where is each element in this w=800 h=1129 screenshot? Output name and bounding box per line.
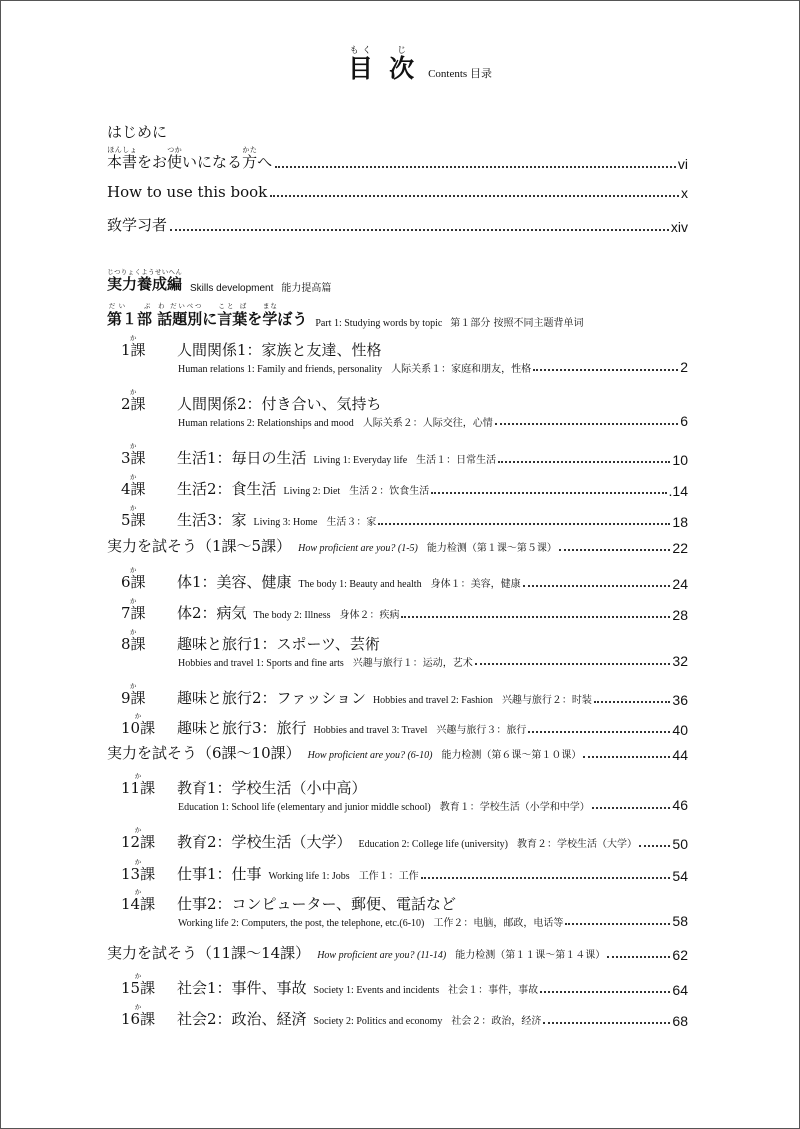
lesson-title-jp: 趣味と旅行2：ファッション bbox=[177, 689, 366, 707]
lesson-title-cn: 身体２：疾病 bbox=[339, 610, 400, 621]
lesson-title-en: The body 1: Beauty and health bbox=[298, 579, 422, 590]
page-number: 62 bbox=[672, 947, 688, 963]
lesson-subtitle-en: Education 1: School life (elementary and junior middle school) bbox=[178, 802, 431, 813]
page-number: x bbox=[681, 185, 688, 201]
lesson-title-cn: 生活２：饮食生活 bbox=[349, 486, 430, 497]
review-title-jp: 実力を試そう（1課～5課） bbox=[107, 537, 292, 555]
lesson-entry[interactable] bbox=[121, 682, 688, 708]
page-number: 2 bbox=[680, 359, 688, 375]
page-number: 24 bbox=[672, 576, 688, 592]
title-kanji-1: 目もく bbox=[348, 46, 374, 83]
leader-dots bbox=[607, 956, 670, 958]
lesson-entry[interactable] bbox=[121, 1003, 688, 1029]
lesson-number: 12課か bbox=[121, 826, 156, 851]
review-title-cn: 能力检测（第１１课～第１４课） bbox=[455, 950, 606, 961]
lesson-number: 5課か bbox=[121, 504, 146, 529]
lesson-subtitle-en: Hobbies and travel 1: Sports and fine arts bbox=[178, 658, 344, 669]
review-title-cn: 能力检测（第６课～第１０课） bbox=[441, 750, 582, 761]
lesson-title-en: Working life 1: Jobs bbox=[268, 871, 350, 882]
lesson-title-cn: 社会２：政治，经济 bbox=[451, 1016, 542, 1027]
review-entry[interactable] bbox=[107, 942, 688, 963]
lesson-title-jp: 体1：美容、健康 bbox=[177, 573, 292, 591]
lesson-subtitle-cn: 人际关系２：人际交往，心情 bbox=[362, 418, 493, 429]
lesson-entry[interactable] bbox=[121, 772, 688, 798]
lesson-entry[interactable] bbox=[121, 504, 688, 530]
lesson-title-en: Society 2: Politics and economy bbox=[313, 1016, 443, 1027]
lesson-entry[interactable] bbox=[121, 628, 688, 654]
lesson-title-jp: 生活1：毎日の生活 bbox=[177, 449, 307, 467]
lesson-title-jp: 生活3：家 bbox=[177, 511, 247, 529]
lesson-title-en: Society 1: Events and incidents bbox=[313, 985, 440, 996]
page-number: 50 bbox=[672, 836, 688, 852]
lesson-entry[interactable] bbox=[121, 972, 688, 998]
page-number: 54 bbox=[672, 868, 688, 884]
page-number: 36 bbox=[672, 692, 688, 708]
lesson-title-jp: 社会2：政治、経済 bbox=[177, 1010, 307, 1028]
lesson-title-cn: 教育２：学校生活（大学） bbox=[516, 839, 637, 850]
lesson-number: 15課か bbox=[121, 972, 156, 997]
lesson-subtitle-cn: 工作２：电脑，邮政，电话等 bbox=[433, 918, 564, 929]
page-number: 64 bbox=[672, 982, 688, 998]
lesson-title-en: Living 2: Diet bbox=[283, 486, 341, 497]
lesson-entry[interactable] bbox=[121, 473, 688, 499]
lesson-subtitle-cn: 人际关系１：家庭和朋友，性格 bbox=[391, 364, 532, 375]
lesson-title-jp: 趣味と旅行1：スポーツ、芸術 bbox=[177, 635, 380, 653]
lesson-title-jp: 趣味と旅行3：旅行 bbox=[177, 719, 307, 737]
lesson-title-jp: 教育1：学校生活（小中高） bbox=[177, 779, 367, 797]
toc-entry-intro-2[interactable] bbox=[107, 183, 688, 201]
lesson-title-jp: 教育2：学校生活（大学） bbox=[177, 833, 352, 851]
part-heading-1[interactable] bbox=[107, 302, 583, 329]
review-title-jp: 実力を試そう（6課～10課） bbox=[107, 744, 301, 762]
leader-dots bbox=[559, 549, 671, 551]
toc-entry-intro-1[interactable] bbox=[107, 146, 688, 172]
leader-dots bbox=[378, 523, 670, 525]
lesson-subtitle-row[interactable] bbox=[178, 797, 688, 813]
page-number: 46 bbox=[672, 797, 688, 813]
lesson-entry[interactable] bbox=[121, 888, 688, 914]
lesson-title-cn: 生活１：日常生活 bbox=[416, 455, 497, 466]
lesson-entry[interactable] bbox=[121, 388, 688, 414]
leader-dots bbox=[475, 663, 671, 665]
lesson-title-jp: 社会1：事件、事故 bbox=[177, 979, 307, 997]
leader-dots bbox=[523, 585, 671, 587]
lesson-number: 4課か bbox=[121, 473, 146, 498]
leader-dots bbox=[170, 229, 669, 231]
page-number: 44 bbox=[672, 747, 688, 763]
lesson-number: 1課か bbox=[121, 334, 146, 359]
lesson-number: 7課か bbox=[121, 597, 146, 622]
lesson-subtitle-row[interactable] bbox=[178, 913, 688, 929]
leader-dots bbox=[594, 701, 670, 703]
part-title-cn: 第１部分 按照不同主题背单词 bbox=[450, 318, 584, 329]
lesson-title-en: Hobbies and travel 2: Fashion bbox=[372, 695, 493, 706]
lesson-title-en: Education 2: College life (university) bbox=[358, 839, 508, 850]
leader-dots bbox=[543, 1022, 670, 1024]
toc-entry-label: 本書ほんしょをお使つかいになる方かたへ bbox=[107, 146, 273, 171]
leader-dots bbox=[495, 423, 678, 425]
toc-entry-intro-3[interactable] bbox=[107, 214, 688, 235]
page-number: .14 bbox=[668, 483, 688, 499]
leader-dots bbox=[540, 991, 670, 993]
lesson-title-jp: 体2：病気 bbox=[177, 604, 247, 622]
section-title-jp: 実力養成編じつりょくようせいへん bbox=[107, 268, 183, 293]
lesson-subtitle-row[interactable] bbox=[178, 359, 688, 375]
leader-dots bbox=[583, 756, 670, 758]
lesson-title-jp: 仕事1：仕事 bbox=[177, 865, 262, 883]
leader-dots bbox=[401, 616, 670, 618]
leader-dots bbox=[431, 492, 666, 494]
lesson-number: 16課か bbox=[121, 1003, 156, 1028]
section-title-en: Skills development bbox=[190, 283, 274, 294]
lesson-number: 10課か bbox=[121, 712, 156, 737]
lesson-number: 2課か bbox=[121, 388, 146, 413]
page-number: 58 bbox=[672, 913, 688, 929]
page-number: 32 bbox=[672, 653, 688, 669]
intro-heading: はじめに bbox=[107, 123, 168, 141]
review-entry[interactable] bbox=[107, 535, 688, 556]
lesson-subtitle-row[interactable] bbox=[178, 653, 688, 669]
lesson-title-jp: 人間関係1：家族と友達、性格 bbox=[177, 341, 382, 359]
page-number: 6 bbox=[680, 413, 688, 429]
toc-entry-label: How to use this book bbox=[107, 183, 268, 201]
lesson-title-cn: 兴趣与旅行２：时装 bbox=[501, 695, 592, 706]
lesson-subtitle-cn: 兴趣与旅行１：运动，艺术 bbox=[352, 658, 473, 669]
leader-dots bbox=[533, 369, 678, 371]
review-title-en: How proficient are you? (6-10) bbox=[307, 750, 433, 761]
page-number: vi bbox=[677, 156, 688, 172]
page-number: 10 bbox=[672, 452, 688, 468]
lesson-entry[interactable] bbox=[121, 597, 688, 623]
page-number: xiv bbox=[670, 219, 688, 235]
page-number: 28 bbox=[672, 607, 688, 623]
lesson-title-cn: 工作１：工作 bbox=[358, 871, 419, 882]
leader-dots bbox=[592, 807, 671, 809]
lesson-title-jp: 人間関係2：付き合い、気持ち bbox=[177, 395, 382, 413]
lesson-number: 3課か bbox=[121, 442, 146, 467]
lesson-number: 9課か bbox=[121, 682, 146, 707]
lesson-title-en: Living 3: Home bbox=[253, 517, 318, 528]
toc-entry-label: 致学习者 bbox=[107, 216, 168, 234]
lesson-entry[interactable] bbox=[121, 566, 688, 592]
lesson-entry[interactable] bbox=[121, 826, 688, 852]
lesson-title-cn: 生活３：家 bbox=[326, 517, 377, 528]
lesson-entry[interactable] bbox=[121, 858, 688, 884]
lesson-title-en: Living 1: Everyday life bbox=[313, 455, 408, 466]
page-number: 68 bbox=[672, 1013, 688, 1029]
lesson-title-jp: 生活2：食生活 bbox=[177, 480, 277, 498]
review-title-jp: 実力を試そう（11課～14課） bbox=[107, 944, 311, 962]
lesson-subtitle-row[interactable] bbox=[178, 413, 688, 429]
lesson-entry[interactable] bbox=[121, 334, 688, 360]
lesson-title-jp: 仕事2：コンピューター、郵便、電話など bbox=[177, 895, 456, 913]
lesson-number: 8課か bbox=[121, 628, 146, 653]
leader-dots bbox=[528, 731, 670, 733]
lesson-subtitle-en: Human relations 2: Relationships and mood bbox=[178, 418, 354, 429]
part-title-en: Part 1: Studying words by topic bbox=[315, 318, 443, 329]
lesson-subtitle-en: Human relations 1: Family and friends, personality bbox=[178, 364, 383, 375]
review-title-en: How proficient are you? (1-5) bbox=[298, 543, 418, 554]
lesson-number: 14課か bbox=[121, 888, 156, 913]
lesson-title-cn: 身体１：美容，健康 bbox=[430, 579, 521, 590]
part-title-jp: 第１部だい ぶ 話題別わ だいべつに言葉こと ばを学まなぼう bbox=[107, 302, 308, 328]
section-title-cn: 能力提高篇 bbox=[281, 283, 332, 294]
page-title bbox=[0, 46, 800, 85]
leader-dots bbox=[639, 845, 670, 847]
leader-dots bbox=[565, 923, 670, 925]
lesson-entry[interactable] bbox=[121, 442, 688, 468]
lesson-number: 11課か bbox=[121, 772, 156, 797]
review-title-en: How proficient are you? (11-14) bbox=[317, 950, 447, 961]
lesson-subtitle-cn: 教育１：学校生活（小学和中学） bbox=[439, 802, 590, 813]
lesson-number: 13課か bbox=[121, 858, 156, 883]
lesson-title-cn: 社会１：事件，事故 bbox=[448, 985, 539, 996]
lesson-subtitle-en: Working life 2: Computers, the post, the telephone, etc.(6-10) bbox=[178, 918, 425, 929]
leader-dots bbox=[498, 461, 670, 463]
leader-dots bbox=[270, 195, 679, 197]
leader-dots bbox=[275, 166, 676, 168]
leader-dots bbox=[421, 877, 671, 879]
page-number: 18 bbox=[672, 514, 688, 530]
lesson-number: 6課か bbox=[121, 566, 146, 591]
title-kanji-2: 次じ bbox=[389, 46, 415, 83]
lesson-title-en: The body 2: Illness bbox=[253, 610, 331, 621]
lesson-title-en: Hobbies and travel 3: Travel bbox=[313, 725, 428, 736]
title-subtitle: Contents 目录 bbox=[428, 68, 492, 80]
section-heading-skills bbox=[107, 268, 331, 294]
review-entry[interactable] bbox=[107, 742, 688, 763]
lesson-title-cn: 兴趣与旅行３：旅行 bbox=[436, 725, 527, 736]
review-title-cn: 能力检测（第１课～第５课） bbox=[426, 543, 557, 554]
page-number: 40 bbox=[672, 722, 688, 738]
page-number: 22 bbox=[672, 540, 688, 556]
lesson-entry[interactable] bbox=[121, 712, 688, 738]
